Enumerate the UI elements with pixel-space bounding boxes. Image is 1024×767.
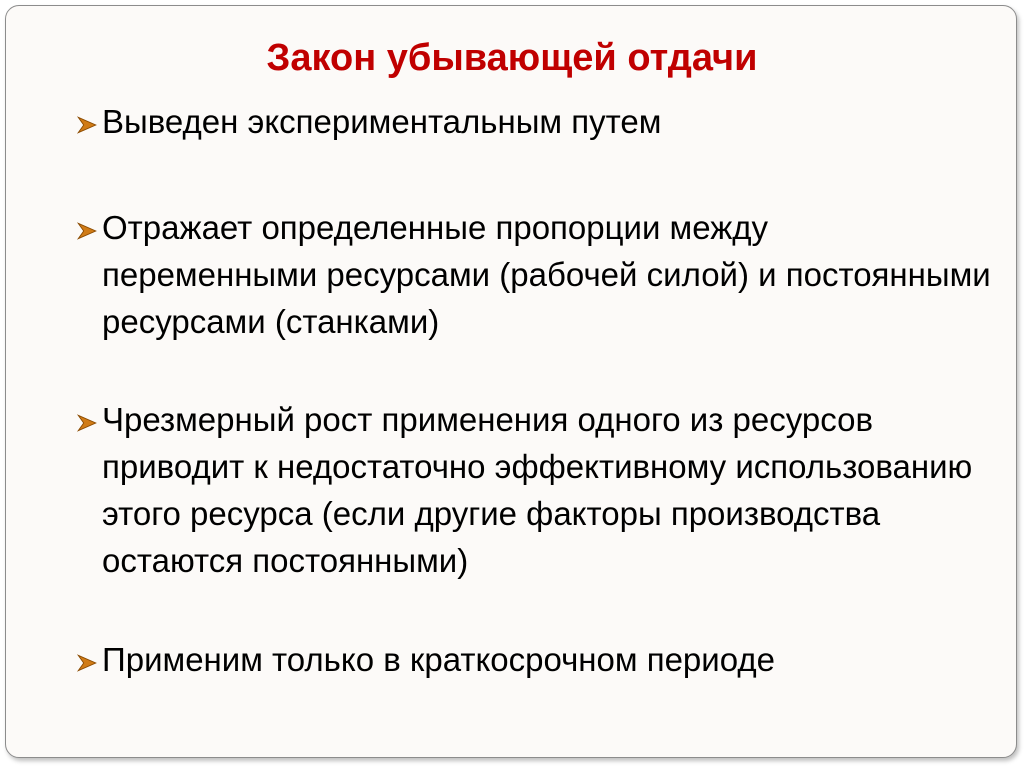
arrowhead-bullet-icon: [76, 652, 98, 674]
bullet-text: Чрезмерный рост применения одного из ресурсов приводит к недостаточно эффективному использованию этого ресурса (если другие факторы производства остаются постоянными): [102, 401, 973, 579]
arrowhead-bullet-icon: [76, 114, 98, 136]
arrowhead-bullet-icon: [76, 220, 98, 242]
slide-title: Закон убывающей отдачи: [266, 37, 758, 79]
slide-frame: [5, 5, 1017, 758]
bullet-text: Применим только в краткосрочном периоде: [102, 641, 775, 678]
bullet-text: Отражает определенные пропорции между переменными ресурсами (рабочей силой) и постоянными ресурсами (станками): [102, 209, 991, 340]
arrowhead-bullet-icon: [76, 412, 98, 434]
bullet-text: Выведен экспериментальным путем: [102, 103, 662, 140]
